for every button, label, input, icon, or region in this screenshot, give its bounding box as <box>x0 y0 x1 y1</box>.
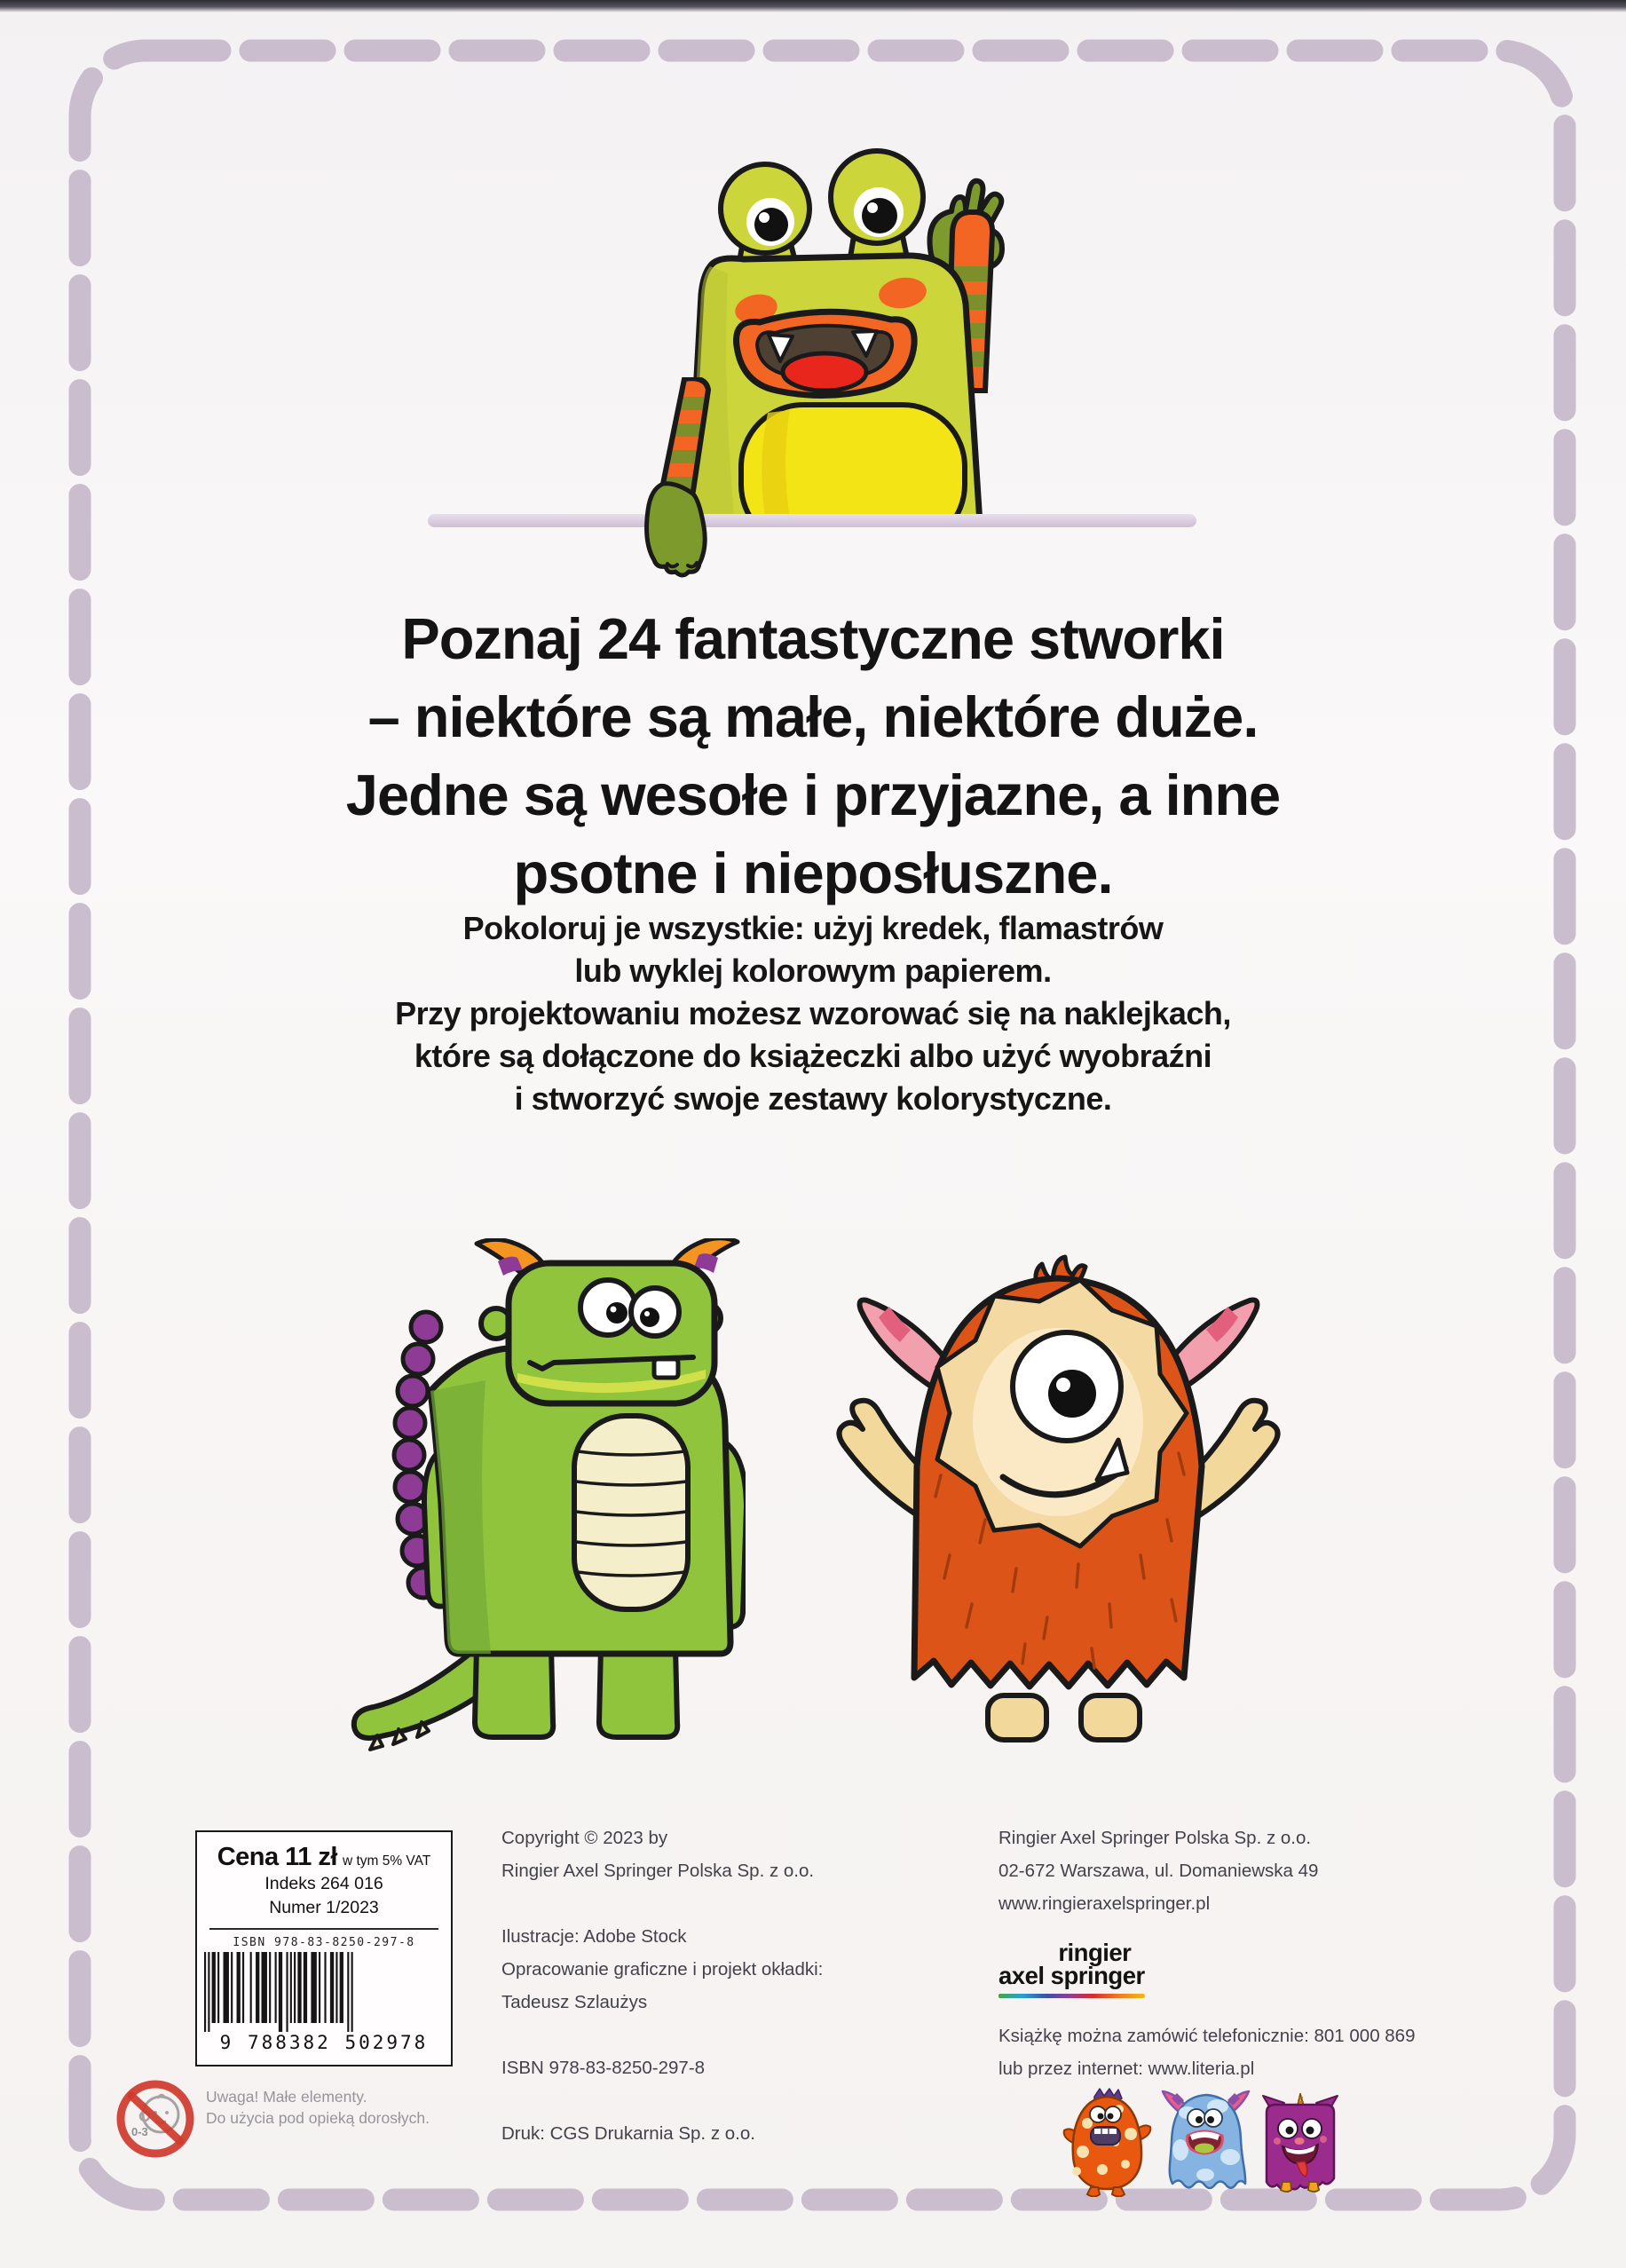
logo-text-ringier: ringier <box>1058 1939 1132 1966</box>
intro-line: które są dołączone do książeczki albo użyć wyobraźni <box>414 1038 1212 1074</box>
headline-line: – niektóre są małe, niektóre duże. <box>367 684 1259 749</box>
intro-line: lub wyklej kolorowym papierem. <box>574 952 1052 989</box>
ringier-axel-springer-logo <box>998 1941 1145 1998</box>
barcode-bars <box>197 1952 415 2034</box>
dragon-monster-illustration <box>342 1238 746 1758</box>
intro-line: Przy projektowaniu możesz wzorować się na naklejkach, <box>395 995 1231 1031</box>
index-line: Indeks 264 016 <box>264 1874 383 1893</box>
order-internet: lub przez internet: www.literia.pl <box>998 2059 1255 2079</box>
mini-monster-orange <box>1061 2086 1154 2197</box>
headline-line: Jedne są wesołe i przyjazne, a inne <box>345 763 1281 827</box>
scan-edge-shadow <box>0 0 1626 12</box>
credits-block <box>501 1920 883 2019</box>
mini-monster-purple <box>1256 2093 1345 2195</box>
furry-monster-illustration <box>825 1253 1291 1746</box>
warning-line: Uwaga! Małe elementy. <box>206 2088 367 2106</box>
barcode-digits: 9 788382 502978 <box>219 2032 429 2053</box>
vat-note: w tym 5% VAT <box>342 1853 431 1869</box>
copyright-line: Ringier Axel Springer Polska Sp. z o.o. <box>501 1861 815 1881</box>
age-warning-icon <box>114 2077 199 2162</box>
barcode <box>197 1952 451 2053</box>
logo-rainbow-line <box>998 1994 1145 1998</box>
age-label: 0-3 <box>131 2125 148 2138</box>
logo-text-axel-springer: axel springer <box>998 1962 1145 1989</box>
hero-monster-arm <box>626 377 732 590</box>
publisher-website: www.ringieraxelspringer.pl <box>998 1893 1211 1914</box>
order-phone: Książkę można zamówić telefonicznie: 801 000 869 <box>998 2026 1416 2046</box>
publisher-name: Ringier Axel Springer Polska Sp. z o.o. <box>998 1828 1312 1848</box>
warning-text <box>206 2086 430 2129</box>
mini-monster-blue <box>1154 2088 1259 2196</box>
headline-line: psotne i nieposłuszne. <box>513 841 1113 905</box>
warning-line: Do użycia pod opieką dorosłych. <box>206 2109 430 2127</box>
imprint-column <box>501 1822 883 2183</box>
intro-line: Pokoloruj je wszystkie: użyj kredek, flamastrów <box>462 910 1164 946</box>
isbn-text: ISBN 978-83-8250-297-8 <box>233 1936 415 1949</box>
publisher-address: 02-672 Warszawa, ul. Domaniewska 49 <box>998 1861 1319 1881</box>
intro-paragraph <box>0 907 1626 1120</box>
headline-line: Poznaj 24 fantastyczne stworki <box>401 606 1225 671</box>
shelf-line <box>428 514 1196 527</box>
price-label: Cena 11 zł <box>217 1843 337 1871</box>
publisher-column <box>998 1822 1416 2085</box>
illustrations-credit: Ilustracje: Adobe Stock <box>501 1926 687 1947</box>
design-credit: Opracowanie graficzne i projekt okładki: <box>501 1959 824 1980</box>
headline <box>0 600 1626 913</box>
issue-line: Numer 1/2023 <box>269 1898 379 1917</box>
designer-name: Tadeusz Szlaużys <box>501 1992 648 2012</box>
copyright-block <box>501 1822 883 1887</box>
intro-line: i stworzyć swoje zestawy kolorystyczne. <box>514 1080 1112 1117</box>
price-row <box>197 1843 451 1872</box>
print-block: Druk: CGS Drukarnia Sp. z o.o. <box>501 2123 755 2144</box>
isbn-block: ISBN 978-83-8250-297-8 <box>501 2058 706 2078</box>
order-info <box>998 2019 1416 2085</box>
price-box <box>195 1830 453 2066</box>
copyright-line: Copyright © 2023 by <box>501 1828 668 1848</box>
price-box-divider <box>209 1928 438 1930</box>
